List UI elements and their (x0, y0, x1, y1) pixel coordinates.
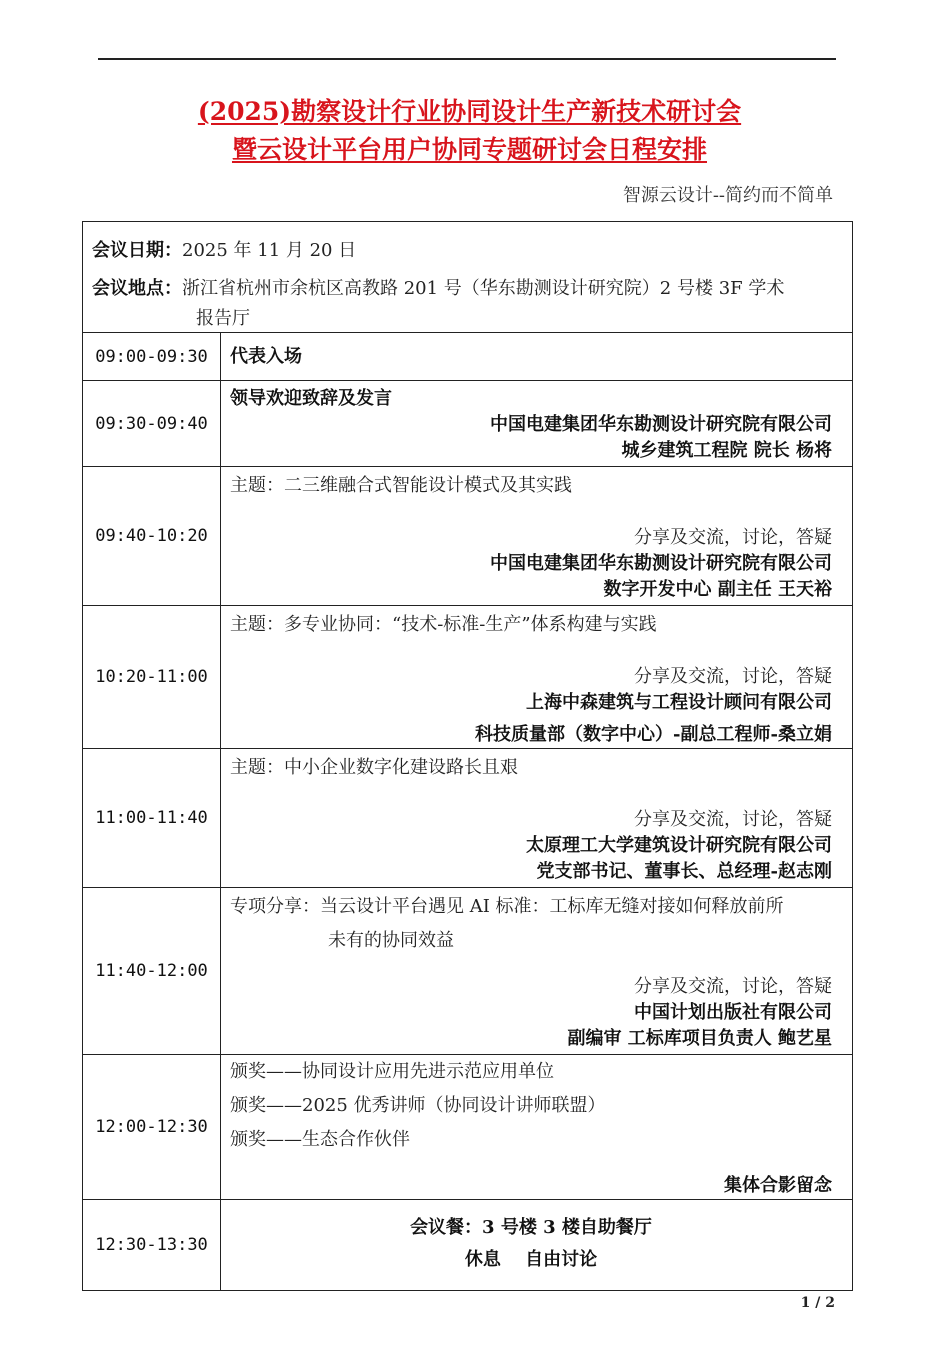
session-content (221, 467, 853, 606)
session-topic-cont: 未有的协同效益 (328, 930, 454, 951)
award-item: 颁奖——2025 优秀讲师（协同设计讲师联盟） (230, 1095, 606, 1116)
session-note: 分享及交流，讨论，答疑 (634, 809, 832, 830)
schedule-row (83, 749, 853, 888)
schedule-row (83, 381, 853, 467)
lunch-info: 会议餐：3 号楼 3 楼自助餐厅 (410, 1217, 652, 1238)
date-label: 会议日期： (92, 240, 182, 261)
page-subtitle: 暨云设计平台用户协同专题研讨会日程安排 (231, 135, 707, 164)
meeting-date (92, 238, 832, 272)
session-note: 分享及交流，讨论，答疑 (634, 666, 832, 687)
session-content (221, 333, 853, 381)
session-note: 分享及交流，讨论，答疑 (634, 527, 832, 548)
meeting-info-row (83, 222, 853, 333)
location-label: 会议地点： (92, 278, 182, 299)
schedule-row (83, 467, 853, 606)
session-topic: 主题：多专业协同：“技术-标准-生产”体系构建与实践 (230, 614, 657, 635)
slogan: 智源云设计--简约而不简单 (622, 185, 833, 206)
speaker-org: 上海中森建筑与工程设计顾问有限公司 (526, 692, 832, 713)
schedule-row (83, 888, 853, 1055)
time-slot: 11:40-12:00 (83, 888, 221, 1055)
session-content (221, 1200, 853, 1291)
session-title: 领导欢迎致辞及发言 (230, 388, 392, 409)
page-title: (2025)勘察设计行业协同设计生产新技术研讨会 (197, 97, 742, 126)
session-note: 集体合影留念 (724, 1175, 832, 1196)
time-slot: 09:40-10:20 (83, 467, 221, 606)
page-number: 1 / 2 (800, 1295, 835, 1311)
session-note: 分享及交流，讨论，答疑 (634, 976, 832, 997)
speaker-name: 数字开发中心 副主任 王天裕 (603, 579, 832, 600)
date-value: 2025 年 11 月 20 日 (182, 240, 357, 261)
schedule-row (83, 606, 853, 749)
location-value: 浙江省杭州市余杭区高教路 201 号（华东勘测设计研究院）2 号楼 3F 学术 (182, 278, 785, 299)
time-slot: 10:20-11:00 (83, 606, 221, 749)
speaker-name: 党支部书记、董事长、总经理-赵志刚 (536, 861, 832, 882)
speaker-org: 中国电建集团华东勘测设计研究院有限公司 (490, 414, 832, 435)
schedule-table (82, 221, 853, 1291)
meeting-location (92, 272, 832, 306)
session-topic: 专项分享：当云设计平台遇见 AI 标准：工标库无缝对接如何释放前所 (230, 896, 784, 917)
session-content (221, 606, 853, 749)
session-topic: 主题：中小企业数字化建设路长且艰 (230, 757, 518, 778)
top-rule (98, 58, 836, 60)
speaker-org: 太原理工大学建筑设计研究院有限公司 (526, 835, 832, 856)
schedule-row (83, 1055, 853, 1200)
schedule-row (83, 1200, 853, 1291)
meeting-info (83, 222, 853, 333)
speaker-name: 城乡建筑工程院 院长 杨将 (621, 440, 832, 461)
time-slot: 11:00-11:40 (83, 749, 221, 888)
time-slot: 12:00-12:30 (83, 1055, 221, 1200)
location-value-cont: 报告厅 (196, 308, 250, 329)
award-item: 颁奖——生态合作伙伴 (230, 1129, 410, 1150)
speaker-org: 中国计划出版社有限公司 (634, 1002, 832, 1023)
session-content (221, 381, 853, 467)
time-slot: 09:00-09:30 (83, 333, 221, 381)
session-title: 代表入场 (230, 345, 302, 367)
speaker-org: 中国电建集团华东勘测设计研究院有限公司 (490, 553, 832, 574)
award-item: 颁奖——协同设计应用先进示范应用单位 (230, 1061, 554, 1082)
session-content (221, 888, 853, 1055)
rest-info: 休息 自由讨论 (464, 1249, 598, 1270)
time-slot: 12:30-13:30 (83, 1200, 221, 1291)
session-content (221, 749, 853, 888)
speaker-name: 科技质量部（数字中心）-副总工程师-桑立娟 (475, 724, 832, 745)
schedule-row (83, 333, 853, 381)
speaker-name: 副编审 工标库项目负责人 鲍艺星 (567, 1028, 832, 1049)
session-topic: 主题：二三维融合式智能设计模式及其实践 (230, 475, 572, 496)
session-content (221, 1055, 853, 1200)
time-slot: 09:30-09:40 (83, 381, 221, 467)
